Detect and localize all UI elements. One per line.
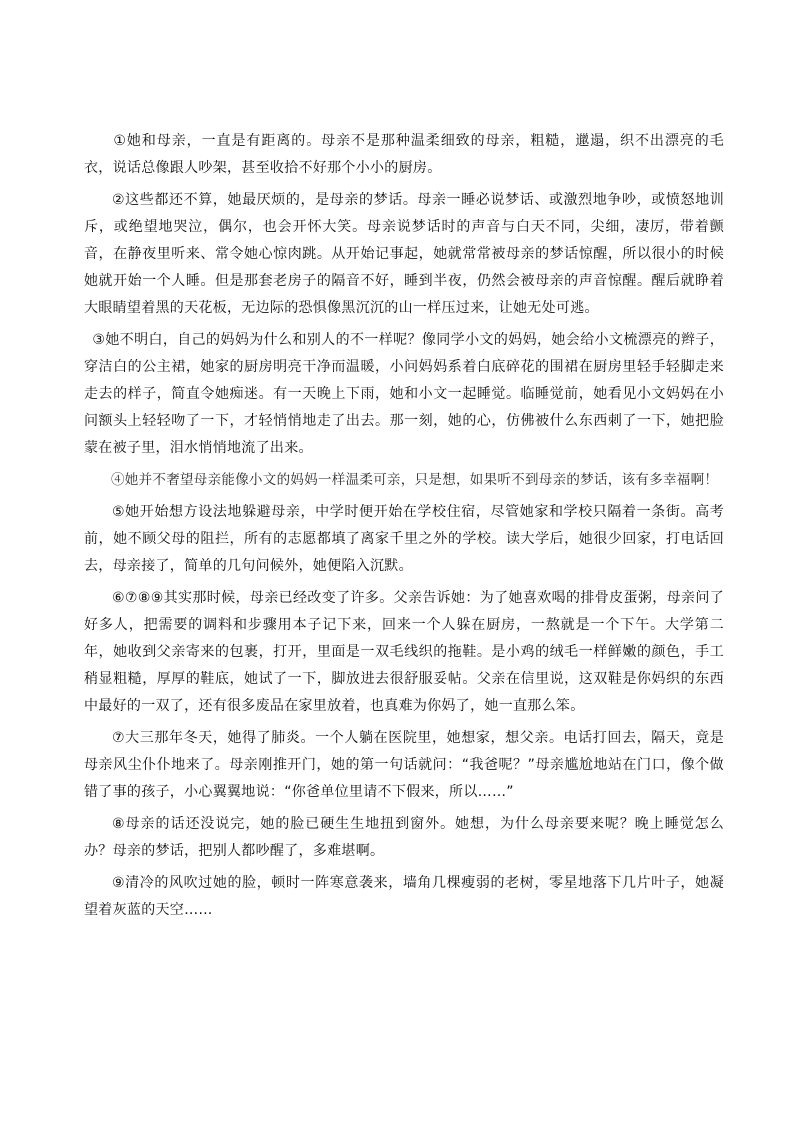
paragraph-8: ⑧母亲的话还没说完，她的脸已硬生生地扭到窗外。她想，为什么母亲要来呢？晚上睡觉怎么办？母亲的梦话，把别人都吵醒了，多难堪啊。 (84, 816, 724, 859)
paragraph-1: ①她和母亲，一直是有距离的。母亲不是那种温柔细致的母亲，粗糙，邋遢，织不出漂亮的毛衣，说话总像跟人吵架，甚至收拾不好那个小小的厨房。 (84, 133, 724, 176)
paragraph-6: ⑥⑦⑧⑨其实那时候，母亲已经改变了许多。父亲告诉她：为了她喜欢喝的排骨皮蛋粥，母亲问了好多人，把需要的调料和步骤用本子记下来，回来一个人躲在厨房，一熬就是一个下午。大学第二年，她收到父亲寄来的包裹，打开，里面是一双毛线织的拖鞋。是小鸡的绒毛一样鲜嫩的颜色，手工稍显粗糙，厚厚的鞋底，她试了一下，脚放进去很舒服妥帖。父亲在信里说，这双鞋是你妈织的东西中最好的一双了，还有很多废品在家里放着，也真难为你妈了，她一直那么笨。 (84, 590, 724, 714)
paragraph-7: ⑦大三那年冬天，她得了肺炎。一个人躺在医院里，她想家，想父亲。电话打回去，隔天，竟是母亲风尘仆仆地来了。母亲刚推开门，她的第一句话就问：“我爸呢？”母亲尴尬地站在门口，像个做错了事的孩子，小心翼翼地说：“你爸单位里请不下假来，所以……” (84, 730, 724, 800)
paragraph-9: ⑨清冷的风吹过她的脸，顿时一阵寒意袭来，墙角几棵瘦弱的老树，零星地落下几片叶子，她凝望着灰蓝的天空…… (84, 875, 724, 918)
paragraph-2: ②这些都还不算，她最厌烦的，是母亲的梦话。母亲一睡必说梦话、或激烈地争吵，或愤怒地训斥，或绝望地哭泣，偶尔，也会开怀大笑。母亲说梦话时的声音与白天不同，尖细，凄厉，带着颤音，在静夜里听来、常令她心惊肉跳。从开始记事起，她就常常被母亲的梦话惊醒，所以很小的时候她就开始一个人睡。但是那套老房子的隔音不好，睡到半夜，仍然会被母亲的声音惊醒。醒后就睁着大眼睛望着黑的天花板，无边际的恐惧像黑沉沉的山一样压过来，让她无处可逃。 (84, 192, 724, 316)
paragraph-4: ④她并不奢望母亲能像小文的妈妈一样温柔可亲，只是想，如果听不到母亲的梦话，该有多幸福啊！ (111, 472, 719, 488)
paragraph-3: ③她不明白，自己的妈妈为什么和别人的不一样呢？像同学小文的妈妈，她会给小文梳漂亮的辫子，穿洁白的公主裙，她家的厨房明亮干净而温暖，小问妈妈系着白底碎花的围裙在厨房里轻手轻脚走来走去的样子，简直令她痴迷。有一天晚上下雨，她和小文一起睡觉。临睡觉前，她看见小文妈妈在小问额头上轻轻吻了一下，才轻悄悄地走了出去。那一刻，她的心，仿佛被什么东西刺了一下，她把脸蒙在被子里，泪水悄悄地流了出来。 (84, 332, 724, 456)
article-body (84, 128, 724, 924)
paragraph-5: ⑤她开始想方设法地躲避母亲，中学时便开始在学校住宿，尽管她家和学校只隔着一条街。高考前，她不顾父母的阻拦，所有的志愿都填了离家千里之外的学校。读大学后，她很少回家，打电话回去，母亲接了，简单的几句问候外，她便陷入沉默。 (84, 504, 724, 574)
